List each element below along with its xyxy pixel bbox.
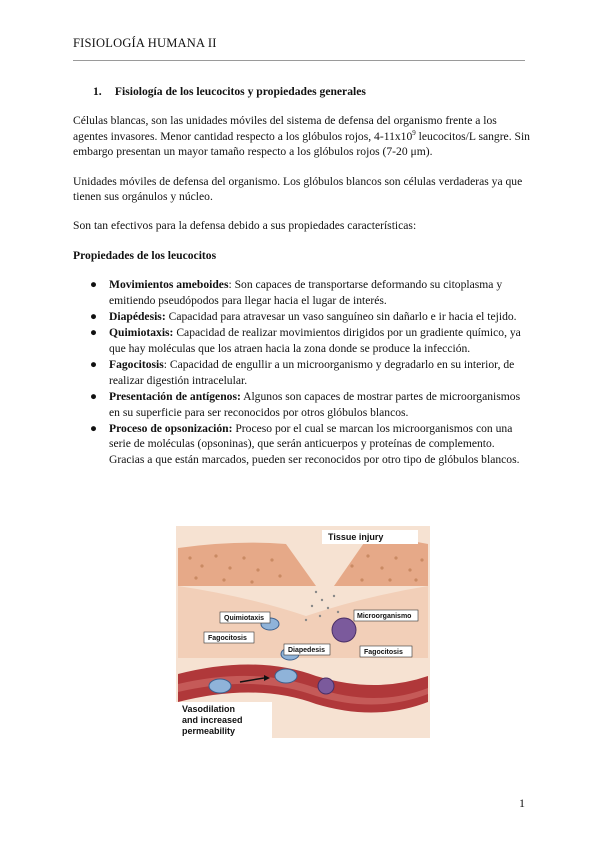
exponent: 9 <box>412 128 416 137</box>
leukocyte-cell <box>275 669 297 683</box>
leukocyte-cell <box>209 679 231 693</box>
paragraph-1 <box>73 113 531 159</box>
page-number: 1 <box>519 796 525 810</box>
bullet-icon: ● <box>90 310 98 324</box>
properties-list <box>73 277 531 467</box>
list-item <box>73 309 531 324</box>
list-item <box>73 389 531 420</box>
list-item <box>73 421 531 467</box>
header-divider <box>73 60 525 61</box>
label-quimiotaxis: Quimiotaxis <box>224 615 265 622</box>
paragraph-2: Unidades móviles de defensa del organismo. Los glóbulos blancos son células verdaderas ya que tienen sus orgánulos y núcleo. <box>73 174 523 204</box>
inflammation-figure <box>176 526 430 738</box>
microorganism-cell <box>318 678 334 694</box>
list-item <box>73 357 531 388</box>
property-text: Algunos son capaces de mostrar partes de microorganismos en su superficie para ser reconocidos por otros glóbulos blancos. <box>109 390 521 419</box>
property-text: Proceso por el cual se marcan los microorganismos con una serie de moléculas (opsoninas), que serán anticuerpos y proteínas de complemento. Gracias a que están marcados, pueden ser reconocidos por otro tipo de glóbulos blancos. <box>109 421 520 466</box>
bullet-icon: ● <box>90 421 98 435</box>
section-title <box>93 84 531 99</box>
section-title-text: Fisiología de los leucocitos y propiedades generales <box>114 85 366 98</box>
label-diapedesis: Diapedesis <box>288 647 325 654</box>
page-header: FISIOLOGÍA HUMANA II <box>73 36 217 50</box>
property-text: Capacidad para atravesar un vaso sanguíneo sin dañarlo e ir hacia el tejido. <box>165 310 517 324</box>
section-number: 1. <box>93 85 102 98</box>
bullet-icon: ● <box>90 326 98 340</box>
property-term: Proceso de opsonización: <box>109 421 233 435</box>
bullet-icon: ● <box>90 390 98 404</box>
label-microorganismo: Microorganismo <box>357 613 412 620</box>
paragraph-1-a: Células blancas, son las unidades móviles del sistema de defensa del organismo frente a los agentes invasores. Menor cantidad respecto a los glóbulos rojos, 4-11x10 <box>73 114 497 143</box>
property-text: Capacidad de realizar movimientos dirigidos por un gradiente químico, ya que hay moléculas que los atraen hacia la zona donde se produce la infección. <box>109 326 521 355</box>
paragraph-1-b: leucocitos/L sangre. Sin embargo presentan un mayor tamaño respecto a los glóbulos rojos (7-20 μm). <box>73 129 530 159</box>
label-fagocitosis-right: Fagocitosis <box>364 649 403 656</box>
property-term: Fagocitosis <box>109 358 164 372</box>
properties-heading: Propiedades de los leucocitos <box>73 248 217 262</box>
label-tissue-injury: Tissue injury <box>328 532 384 542</box>
microorganism-cell <box>332 618 356 642</box>
list-item <box>73 325 531 356</box>
property-term: Presentación de antígenos: <box>109 390 241 404</box>
label-vasodilation-1: Vasodilation <box>182 704 236 714</box>
paragraph-3: Son tan efectivos para la defensa debido a sus propiedades características: <box>73 219 417 233</box>
property-text: : Capacidad de engullir a un microorganismo y degradarlo en su interior, de realizar digestión intracelular. <box>109 358 515 387</box>
property-term: Diapédesis: <box>109 310 166 324</box>
bullet-icon: ● <box>90 278 98 292</box>
label-fagocitosis-left: Fagocitosis <box>208 635 247 642</box>
list-item <box>73 277 531 308</box>
label-vasodilation-3: permeability <box>182 726 236 736</box>
label-vasodilation-2: and increased <box>182 715 243 725</box>
bullet-icon: ● <box>90 358 98 372</box>
document-body <box>73 84 531 468</box>
property-term: Quimiotaxis: <box>109 326 174 340</box>
property-text: : Son capaces de transportarse deformando su citoplasma y emitiendo pseudópodos para llegar hacia el lugar de interés. <box>109 278 503 307</box>
property-term: Movimientos ameboides <box>109 278 229 292</box>
